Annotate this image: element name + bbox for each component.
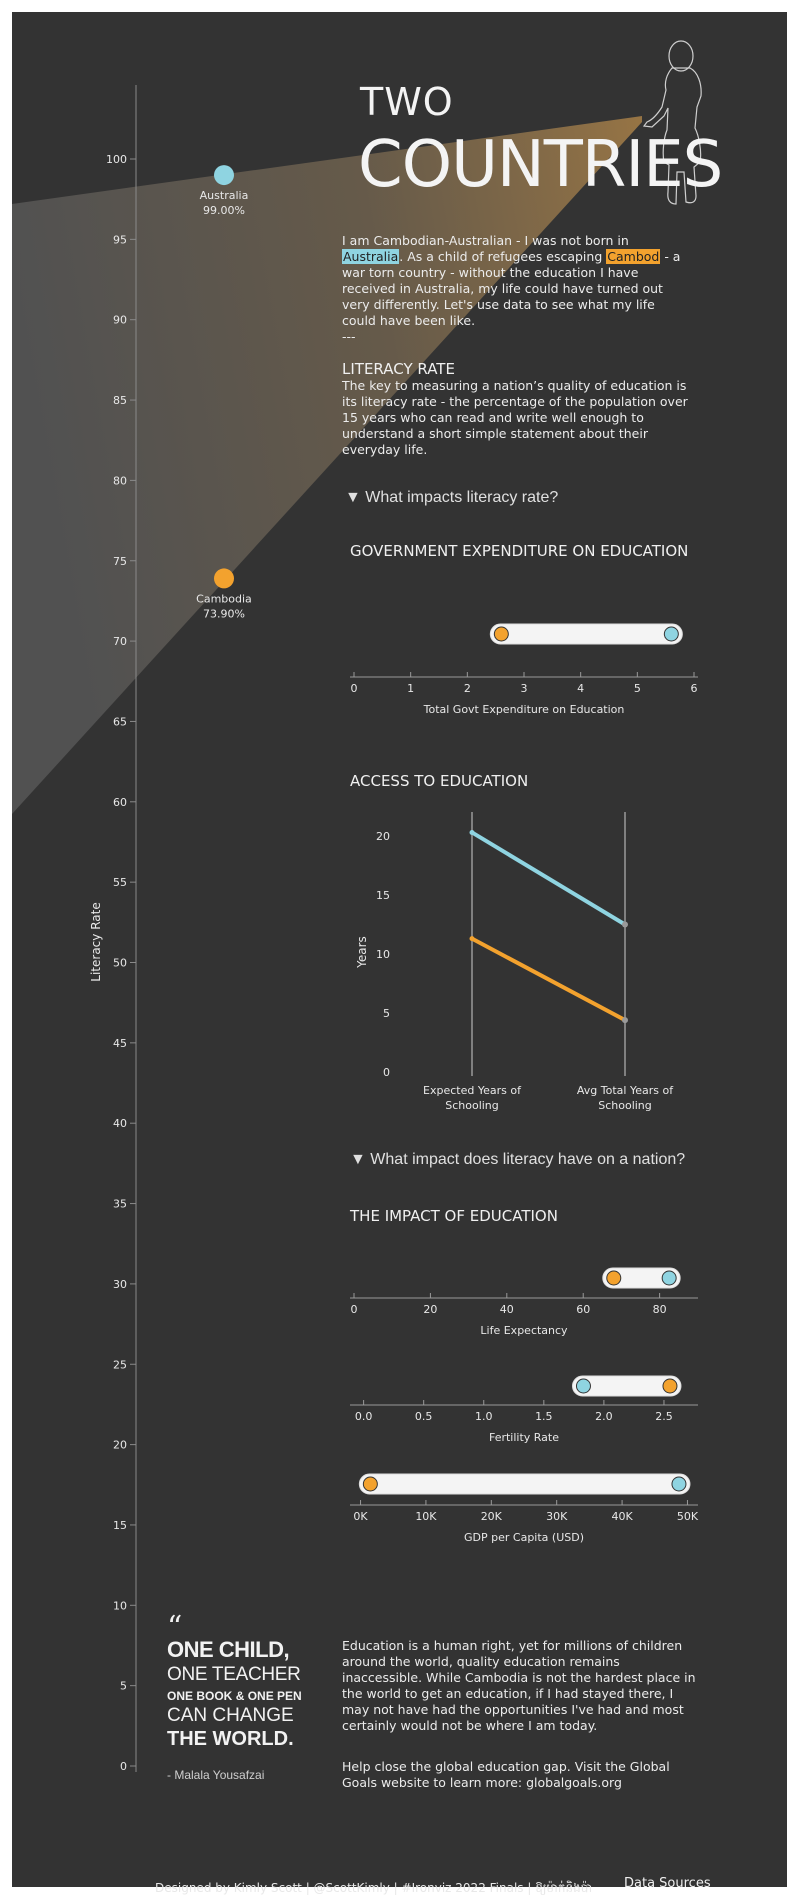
literacy-label-australia: Australia <box>199 189 249 203</box>
triangle-down-icon: ▼ <box>350 1151 366 1168</box>
access-tick-label: 10 <box>376 948 390 961</box>
fertility-tick-label: 1.5 <box>535 1410 553 1423</box>
govt-chart-title: GOVERNMENT EXPENDITURE ON EDUCATION <box>350 542 689 560</box>
literacy-tick-label: 45 <box>113 1036 127 1050</box>
access-line-cambodia <box>472 939 625 1020</box>
literacy-tick-label: 100 <box>106 153 127 166</box>
title-countries: COUNTRIES <box>358 128 723 202</box>
govt-tick-label: 3 <box>520 682 528 695</box>
fertility-tick-label: 0.5 <box>414 1410 433 1423</box>
closing-paragraph: Education is a human right, yet for millions of children around the world, quality education remains inaccessible. While Cambodia is not the hardest place in the world to get an education, if I had stayed there, I may not have had the opportunities I've had and most certainly would not be where I am today. <box>342 1638 696 1733</box>
literacy-tick-label: 65 <box>113 715 127 729</box>
literacy-tick-label: 40 <box>113 1117 127 1131</box>
life-tick-label: 0 <box>350 1303 358 1316</box>
toggle-literacy-impacts-label: What impacts literacy rate? <box>365 489 559 506</box>
life-axis-label: Life Expectancy <box>480 1324 568 1337</box>
gdp-point-cambodia <box>363 1477 377 1491</box>
intro-paragraph <box>342 233 692 345</box>
cambodia-highlight: Cambod <box>607 249 660 264</box>
govt-range-bar <box>490 624 682 644</box>
title-two: TWO <box>360 80 454 124</box>
literacy-point-australia <box>214 165 234 185</box>
govt-tick-label: 5 <box>633 682 641 695</box>
footer-credits: Designed by Kimly Scott | @ScottKimly | #Ironviz 2022 Finals | ឱ្យម៉ាក់និងប៉ា <box>155 1881 593 1895</box>
fertility-point-cambodia <box>663 1379 677 1393</box>
triangle-down-icon: ▼ <box>345 489 361 506</box>
life-tick-label: 60 <box>576 1303 591 1316</box>
access-category-label: Expected Years of <box>423 1084 521 1097</box>
fertility-tick-label: 2.0 <box>595 1410 613 1423</box>
govt-tick-label: 1 <box>407 682 415 695</box>
life-tick-label: 40 <box>499 1303 514 1316</box>
gdp-range-bar <box>359 1474 690 1494</box>
literacy-tick-label: 15 <box>113 1518 127 1532</box>
literacy-axis-label: Literacy Rate <box>89 902 103 982</box>
govt-tick-label: 4 <box>577 682 585 695</box>
access-category-label: Schooling <box>598 1099 652 1112</box>
life-tick-label: 80 <box>652 1303 667 1316</box>
literacy-tick-label: 60 <box>113 795 127 809</box>
access-chart-title: ACCESS TO EDUCATION <box>350 772 529 790</box>
literacy-tick-label: 30 <box>113 1277 127 1291</box>
toggle-literacy-impacts[interactable] <box>345 489 558 507</box>
access-category-label: Schooling <box>445 1099 499 1112</box>
govt-tick-label: 6 <box>690 682 698 695</box>
intro-part2: . As a child of refugees escaping <box>399 249 607 264</box>
access-point-cambodia <box>622 1017 628 1023</box>
literacy-body: The key to measuring a nation’s quality of education is its literacy rate - the percentage of the population over 15 years who can read and write well enough to understand a short simple statement about their everyday life. <box>342 378 688 457</box>
quote-line3b: ONE PEN <box>247 1689 302 1703</box>
toggle-literacy-nation-label: What impact does literacy have on a nation? <box>370 1151 686 1168</box>
fertility-tick-label: 0.0 <box>354 1410 373 1423</box>
access-line-australia <box>472 832 625 924</box>
access-tick-label: 0 <box>383 1066 390 1079</box>
literacy-point-cambodia <box>214 568 234 588</box>
quote-line3 <box>167 1689 302 1703</box>
literacy-tick-label: 80 <box>113 474 127 488</box>
literacy-tick-label: 5 <box>120 1679 127 1693</box>
life-point-australia <box>662 1271 676 1285</box>
literacy-tick-label: 90 <box>113 313 127 327</box>
impact-chart-title: THE IMPACT OF EDUCATION <box>350 1207 558 1225</box>
literacy-tick-label: 75 <box>113 554 127 568</box>
access-tick-label: 15 <box>376 889 390 902</box>
access-tick-label: 5 <box>383 1007 390 1020</box>
data-sources-link[interactable]: Data Sources <box>624 1876 711 1891</box>
intro-divider: --- <box>342 329 356 344</box>
quote-mark: “ <box>167 1610 183 1645</box>
access-tick-label: 20 <box>376 830 390 843</box>
gdp-tick-label: 50K <box>676 1510 699 1523</box>
fertility-tick-label: 2.5 <box>655 1410 673 1423</box>
literacy-tick-label: 25 <box>113 1358 127 1372</box>
literacy-tick-label: 10 <box>113 1599 127 1613</box>
gdp-axis-label: GDP per Capita (USD) <box>464 1531 584 1544</box>
toggle-literacy-nation[interactable] <box>350 1151 685 1169</box>
quote-line4: CAN CHANGE <box>167 1705 294 1726</box>
govt-point-cambodia <box>494 627 508 641</box>
literacy-value-cambodia: 73.90% <box>203 607 245 621</box>
quote-author: - Malala Yousafzai <box>167 1768 265 1782</box>
literacy-tick-label: 85 <box>113 394 127 408</box>
govt-point-australia <box>664 627 678 641</box>
gdp-tick-label: 30K <box>546 1510 568 1523</box>
access-point-cambodia <box>470 936 475 941</box>
infographic-panel <box>12 12 787 1895</box>
literacy-value-australia: 99.00% <box>203 204 245 218</box>
quote-line1: ONE CHILD, <box>167 1637 290 1662</box>
life-point-cambodia <box>607 1271 621 1285</box>
literacy-tick-label: 0 <box>120 1760 127 1773</box>
gdp-tick-label: 10K <box>415 1510 437 1523</box>
gdp-tick-label: 20K <box>480 1510 502 1523</box>
literacy-tick-label: 70 <box>113 635 127 649</box>
gdp-tick-label: 40K <box>611 1510 633 1523</box>
govt-tick-label: 0 <box>350 682 358 695</box>
fertility-point-australia <box>576 1379 590 1393</box>
literacy-tick-label: 50 <box>113 956 127 970</box>
quote-line2: ONE TEACHER <box>167 1664 301 1685</box>
australia-highlight: Australia <box>343 249 399 264</box>
access-point-australia <box>470 830 475 835</box>
gdp-tick-label: 0K <box>353 1510 368 1523</box>
quote-ampersand: & <box>235 1689 245 1703</box>
literacy-heading: LITERACY RATE <box>342 360 455 378</box>
fertility-axis-label: Fertility Rate <box>488 1431 560 1444</box>
access-point-australia <box>622 922 628 928</box>
literacy-tick-label: 55 <box>113 876 127 890</box>
fertility-tick-label: 1.0 <box>475 1410 493 1423</box>
literacy-tick-label: 95 <box>113 233 127 247</box>
access-axis-label: Years <box>355 936 369 968</box>
govt-axis-label: Total Govt Expenditure on Education <box>423 703 625 716</box>
life-tick-label: 20 <box>423 1303 438 1316</box>
literacy-label-cambodia: Cambodia <box>196 592 252 606</box>
intro-part1: I am Cambodian-Australian - I was not born in <box>342 233 629 248</box>
quote-line3a: ONE BOOK <box>167 1689 233 1703</box>
govt-tick-label: 2 <box>463 682 471 695</box>
gdp-point-australia <box>672 1477 686 1491</box>
quote-line5: THE WORLD. <box>167 1728 294 1750</box>
literacy-tick-label: 35 <box>113 1197 127 1211</box>
call-to-action: Help close the global education gap. Visit the Global Goals website to learn more: globalgoals.org <box>342 1759 670 1790</box>
intro-part3: - a war torn country - without the education I have received in Australia, my life could have turned out very differently. Let's use data to see what my life could have been like. <box>342 249 681 328</box>
literacy-tick-label: 20 <box>113 1438 127 1452</box>
access-category-label: Avg Total Years of <box>576 1084 674 1097</box>
